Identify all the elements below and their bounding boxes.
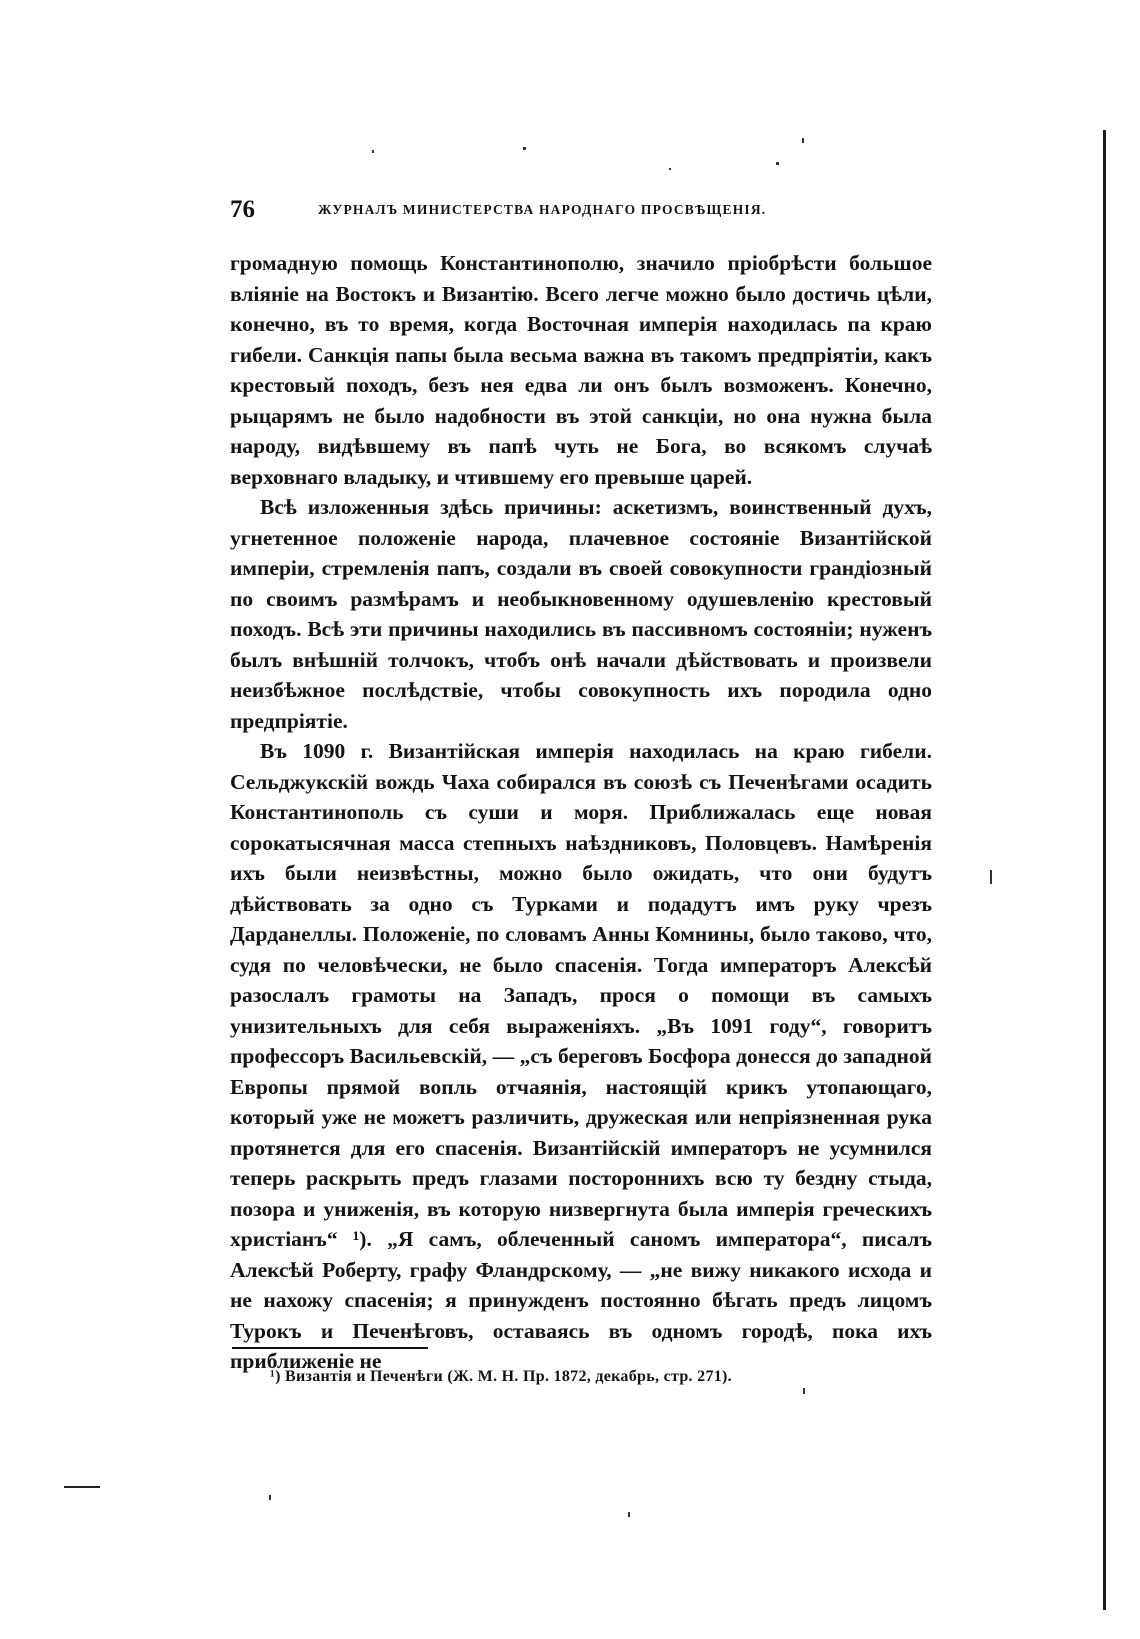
footnote: ¹) Византія и Печенѣги (Ж. М. Н. Пр. 1872, декабрь, стр. 271). — [270, 1368, 732, 1385]
scan-speck — [628, 1512, 630, 1517]
scan-margin-line — [1103, 130, 1106, 1610]
paragraph-3: Въ 1090 г. Византійская имперія находилась на краю гибели. Сельджукскій вождь Чаха собирался въ союзѣ съ Печенѣгами осадить Константинополь съ суши и моря. Приближалась еще новая сорокатысячная масса степныхъ наѣздниковъ, Половцевъ. Намѣренія ихъ были неизвѣстны, можно было ожидать, что они будутъ дѣйствовать за одно съ Турками и подадутъ имъ руку чрезъ Дарданеллы. Положеніе, по словамъ Анны Комнины, было таково, что, судя по человѣчески, не было спасенія. Тогда императоръ Алексѣй разослалъ грамоты на Западъ, прося о помощи въ самыхъ унизительныхъ для себя выраженіяхъ. „Въ 1091 году“, говоритъ профессоръ Васильевскій, — „съ береговъ Босфора донесся до западной Европы прямой вопль отчаянія, настоящій крикъ утопающаго, который уже не можетъ различить, дружеская или непріязненная рука протянется для его спасенія. Византійскій императоръ не усумнился теперь раскрыть предъ глазами постороннихъ всю ту бездну стыда, позора и униженія, въ которую низвергнута была имперія греческихъ христіанъ“ ¹). „Я самъ, облеченный саномъ императора“, писалъ Алексѣй Роберту, графу Фландрскому, — „не вижу никакого исхода и не нахожу спасенія; я принужденъ постоянно бѣгать предъ лицомъ Турокъ и Печенѣговъ, оставаясь въ одномъ городѣ, пока ихъ приближеніе не — [230, 739, 932, 1373]
scan-speck — [803, 1388, 805, 1394]
scan-speck — [523, 147, 526, 150]
scan-speck — [372, 150, 374, 153]
running-head: ЖУРНАЛЪ МИНИСТЕРСТВА НАРОДНАГО ПРОСВѢЩЕНІЯ. — [318, 202, 767, 217]
page-header — [230, 196, 930, 226]
page-number: 76 — [230, 196, 255, 223]
paragraph-1: громадную помощь Константинополю, значило пріобрѣсти большое вліяніе на Востокъ и Византію. Всего легче можно было достичь цѣли, конечно, въ то время, когда Восточная имперія находилась па краю гибели. Санкція папы была весьма важна въ такомъ предпріятіи, какъ крестовый походъ, безъ нея едва ли онъ былъ возможенъ. Конечно, рыцарямъ не было надобности въ этой санкціи, но она нужна была народу, видѣвшему въ папѣ чуть не Бога, во всякомъ случаѣ верховнаго владыку, и чтившему его превыше царей. — [230, 251, 932, 489]
scan-speck — [802, 138, 804, 143]
paragraph-2: Всѣ изложенныя здѣсь причины: аскетизмъ, воинственный духъ, угнетенное положеніе народа, плачевное состояніе Византійской имперіи, стремленія папъ, создали въ своей совокупности грандіозный по своимъ размѣрамъ и необыкновенному одушевленію крестовый походъ. Всѣ эти причины находились въ пассивномъ состояніи; нуженъ былъ внѣшній толчокъ, чтобъ онѣ начали дѣйствовать и произвели неизбѣжное послѣдствіе, чтобы совокупность ихъ породила одно предпріятіе. — [230, 495, 932, 733]
scan-speck — [776, 162, 779, 165]
scan-dash-mark — [64, 1486, 100, 1488]
footnote-rule — [232, 1347, 428, 1349]
body-text — [230, 248, 932, 1377]
scan-speck — [269, 1495, 271, 1500]
scan-speck — [669, 168, 671, 170]
scan-speck — [990, 870, 992, 884]
